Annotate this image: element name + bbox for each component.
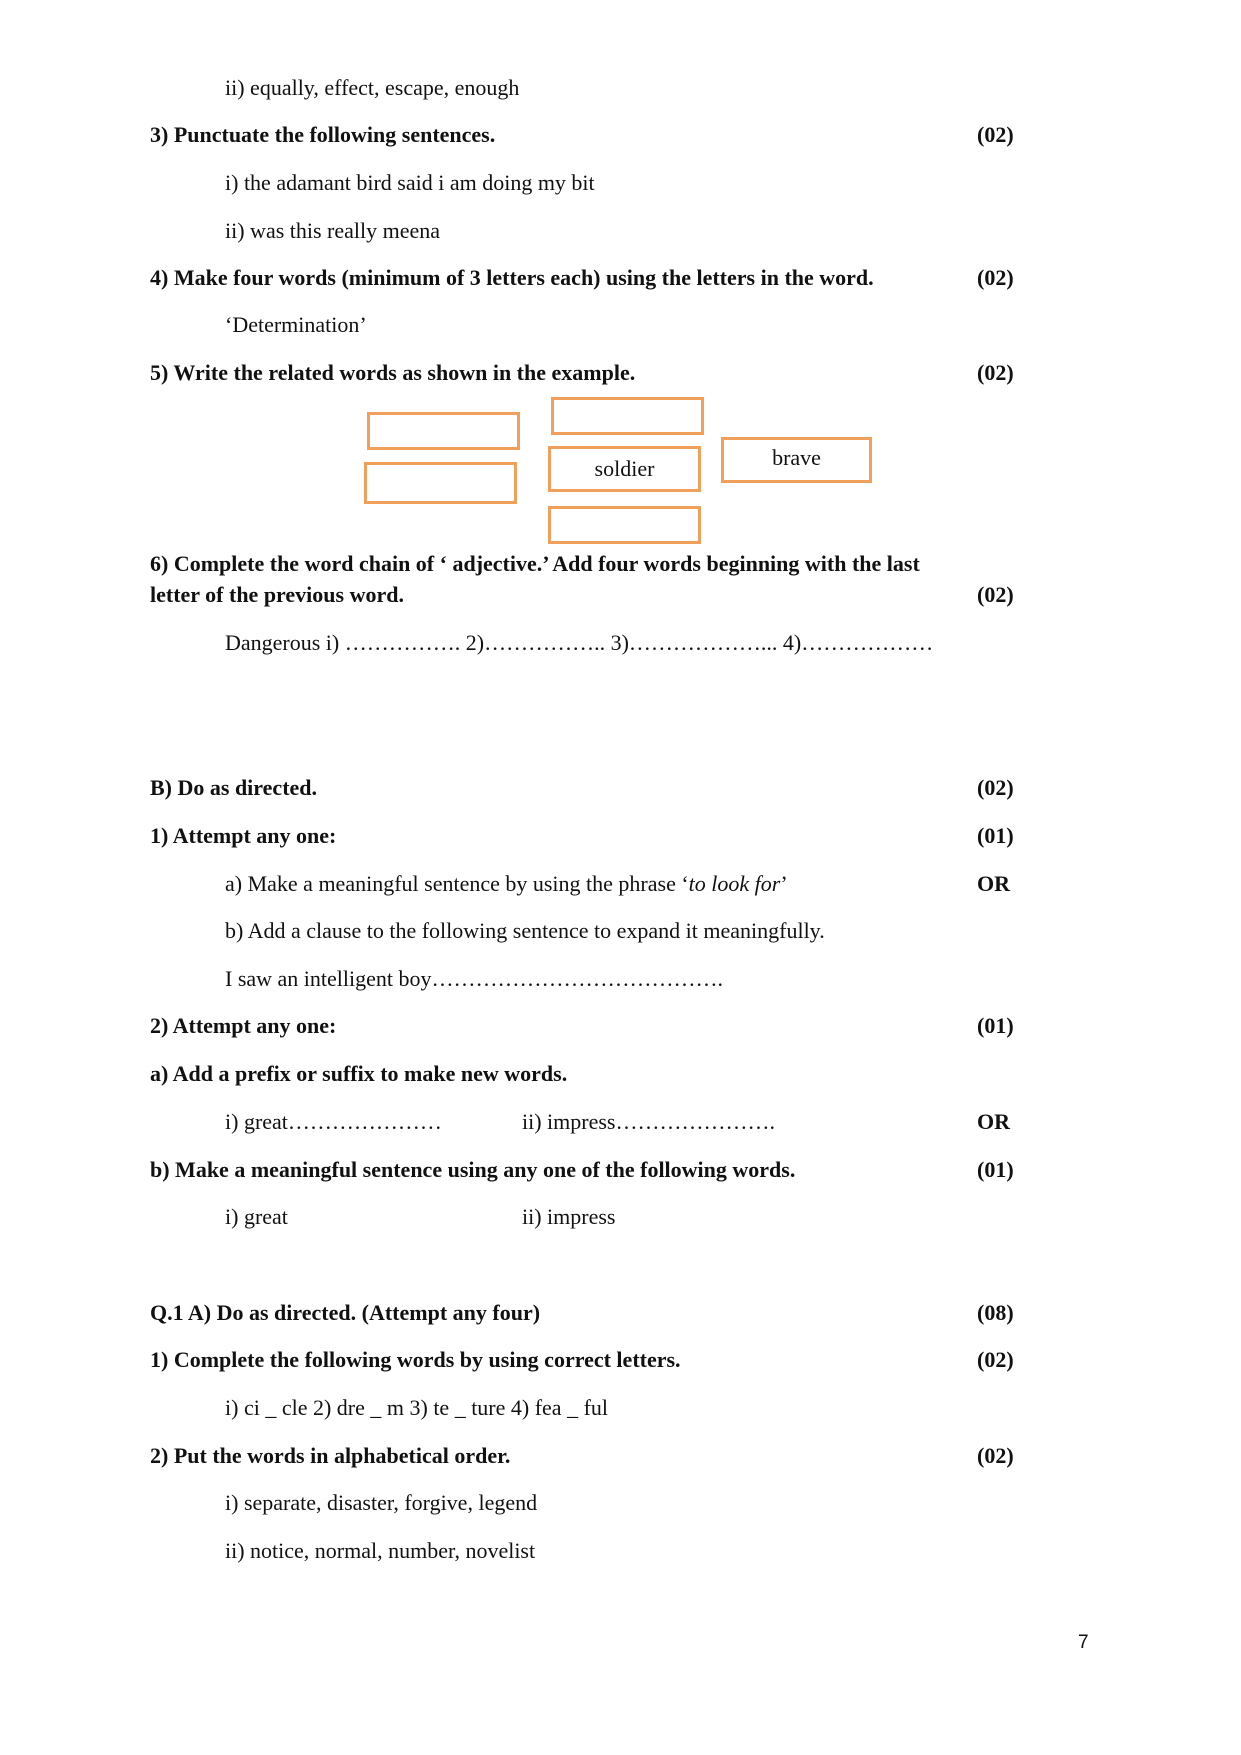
q4-title: 4) Make four words (minimum of 3 letters each) using the letters in the word. <box>150 265 874 290</box>
center-word: soldier <box>594 456 655 481</box>
word-web-center-box <box>548 446 701 492</box>
q3-marks: (02) <box>977 122 1014 147</box>
q5-title: 5) Write the related words as shown in the example. <box>150 360 636 385</box>
q4-word: ‘Determination’ <box>225 312 367 337</box>
b-q2-option-b-title: b) Make a meaningful sentence using any one of the following words. <box>150 1157 796 1182</box>
b-q2-or: OR <box>977 1109 1010 1134</box>
q3-title: 3) Punctuate the following sentences. <box>150 122 496 147</box>
b-q1-option-b-sentence: I saw an intelligent boy…………………………………. <box>225 966 724 991</box>
word-web-box-left-top[interactable] <box>367 412 520 450</box>
b-q1-option-a: a) Make a meaningful sentence by using the phrase ‘to look for’ <box>225 871 788 896</box>
word-web-box-left-bottom[interactable] <box>364 462 517 504</box>
word-web-box-bottom[interactable] <box>548 506 701 544</box>
q6-title-line2: letter of the previous word. <box>150 582 404 607</box>
b-q2-title: 2) Attempt any one: <box>150 1013 337 1038</box>
q1a-part2-marks: (02) <box>977 1443 1014 1468</box>
q6-title-line1: 6) Complete the word chain of ‘ adjective.’ Add four words beginning with the last <box>150 551 920 576</box>
b-q2-marks: (01) <box>977 1013 1014 1038</box>
example-word: brave <box>772 445 821 470</box>
b-q1-or: OR <box>977 871 1010 896</box>
section-b-title: B) Do as directed. <box>150 775 318 800</box>
b-q1-option-b: b) Add a clause to the following sentence to expand it meaningfully. <box>225 918 825 943</box>
q1a-part1-title: 1) Complete the following words by using correct letters. <box>150 1347 681 1372</box>
b-q1-title: 1) Attempt any one: <box>150 823 337 848</box>
q1a-part2-item-i: i) separate, disaster, forgive, legend <box>225 1490 538 1515</box>
section-b-marks: (02) <box>977 775 1014 800</box>
q6-word-chain: Dangerous i) ……………. 2)…………….. 3)………………... 4)……………… <box>225 630 934 655</box>
b-q1-phrase: to look for <box>688 871 781 896</box>
q1a-part2-item-ii: ii) notice, normal, number, novelist <box>225 1538 536 1563</box>
q1a-title: Q.1 A) Do as directed. (Attempt any four) <box>150 1300 541 1325</box>
q1a-part1-marks: (02) <box>977 1347 1014 1372</box>
page-number: 7 <box>1078 1632 1089 1653</box>
b-q2-option-b-item-i: i) great <box>225 1204 288 1229</box>
q1a-part1-items: i) ci _ cle 2) dre _ m 3) te _ ture 4) fea _ ful <box>225 1395 609 1420</box>
b-q2-option-b-marks: (01) <box>977 1157 1014 1182</box>
q3-item-i: i) the adamant bird said i am doing my bit <box>225 170 595 195</box>
q1a-part2-title: 2) Put the words in alphabetical order. <box>150 1443 511 1468</box>
word-web-example-box <box>721 437 872 483</box>
q6-marks: (02) <box>977 582 1014 607</box>
q3-item-ii: ii) was this really meena <box>225 218 441 243</box>
b-q2-option-b-item-ii: ii) impress <box>522 1204 616 1229</box>
q5-marks: (02) <box>977 360 1014 385</box>
item-ii-word-list: ii) equally, effect, escape, enough <box>225 75 520 100</box>
b-q1-marks: (01) <box>977 823 1014 848</box>
b-q2-option-a-item-i: i) great………………… <box>225 1109 442 1134</box>
b-q2-option-a-item-ii: ii) impress…………………. <box>522 1109 775 1134</box>
q1a-marks: (08) <box>977 1300 1014 1325</box>
word-web-box-top[interactable] <box>551 397 704 435</box>
b-q2-option-a-title: a) Add a prefix or suffix to make new words. <box>150 1061 568 1086</box>
q4-marks: (02) <box>977 265 1014 290</box>
